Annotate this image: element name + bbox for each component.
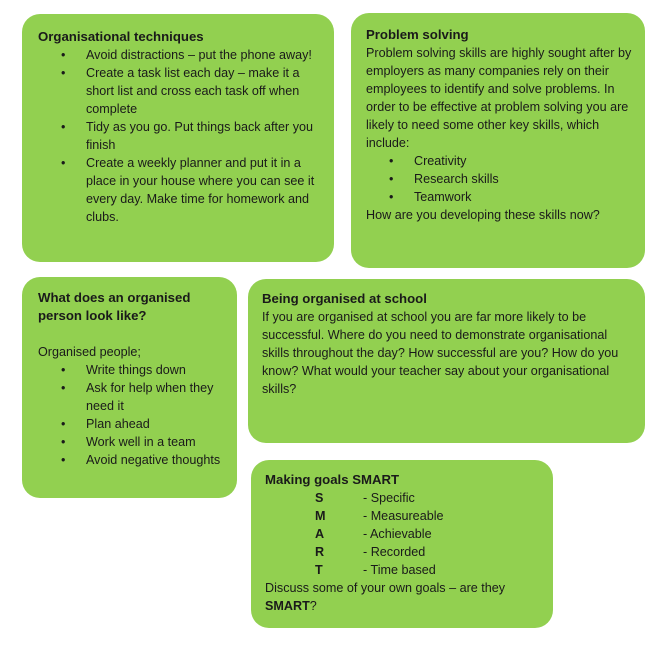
smart-emphasis: SMART [265,599,310,613]
organised-person-card [22,277,237,498]
spacer [38,325,227,343]
card-title: Being organised at school [262,291,427,306]
smart-word: - Achievable [363,527,432,541]
smart-discuss-text [265,579,543,615]
traits-list [38,361,227,469]
problem-solving-intro: Problem solving skills are highly sought after by employers as many companies rely on their employees to identify and solve problems. In order to be effective at problem solving you are likely to need some other key skills, which include: [366,46,632,150]
smart-letter: M [315,509,326,523]
smart-word: - Measureable [363,509,444,523]
smart-word: - Recorded [363,545,426,559]
organised-at-school-card [248,279,645,443]
list-item: • Work well in a team [86,433,227,451]
smart-row [265,561,543,579]
list-item: • Creativity [414,152,635,170]
smart-word: - Specific [363,491,415,505]
list-item: • Teamwork [414,188,635,206]
card-title: Organisational techniques [38,29,204,44]
list-item: • Research skills [414,170,635,188]
smart-row [265,489,543,507]
organised-person-intro: Organised people; [38,345,141,359]
organised-at-school-text: If you are organised at school you are far more likely to be successful. Where do you need to demonstrate organisational skills throughout the day? How successful are you? How do you know? What would your teacher say about your organisational skills? [262,310,619,396]
list-item: • Create a task list each day – make it a short list and cross each task off when complete [86,64,320,118]
list-item: • Tidy as you go. Put things back after you finish [86,118,320,154]
techniques-list [38,46,320,226]
list-item: • Plan ahead [86,415,227,433]
problem-solving-question: How are you developing these skills now? [366,208,600,222]
card-title: What does an organised person look like? [38,290,191,323]
list-item: • Create a weekly planner and put it in a place in your house where you can see it every day. Make time for homework and clubs. [86,154,320,226]
discuss-sentence: Discuss some of your own goals – are they [265,581,506,595]
list-item: • Avoid negative thoughts [86,451,227,469]
smart-row [265,525,543,543]
card-title: Problem solving [366,27,469,42]
list-item: • Avoid distractions – put the phone away! [86,46,320,64]
smart-letter: A [315,527,325,541]
list-item: • Ask for help when they need it [86,379,227,415]
smart-letter: S [315,491,324,505]
smart-letter: R [315,545,325,559]
list-item: • Write things down [86,361,227,379]
skills-list [366,152,635,206]
smart-goals-card [251,460,553,628]
smart-row [265,507,543,525]
smart-row [265,543,543,561]
card-title: Making goals SMART [265,472,400,487]
smart-word: - Time based [363,563,436,577]
organisational-techniques-card [22,14,334,262]
smart-letter: T [315,563,323,577]
problem-solving-card [351,13,645,268]
question-mark: ? [309,599,317,613]
